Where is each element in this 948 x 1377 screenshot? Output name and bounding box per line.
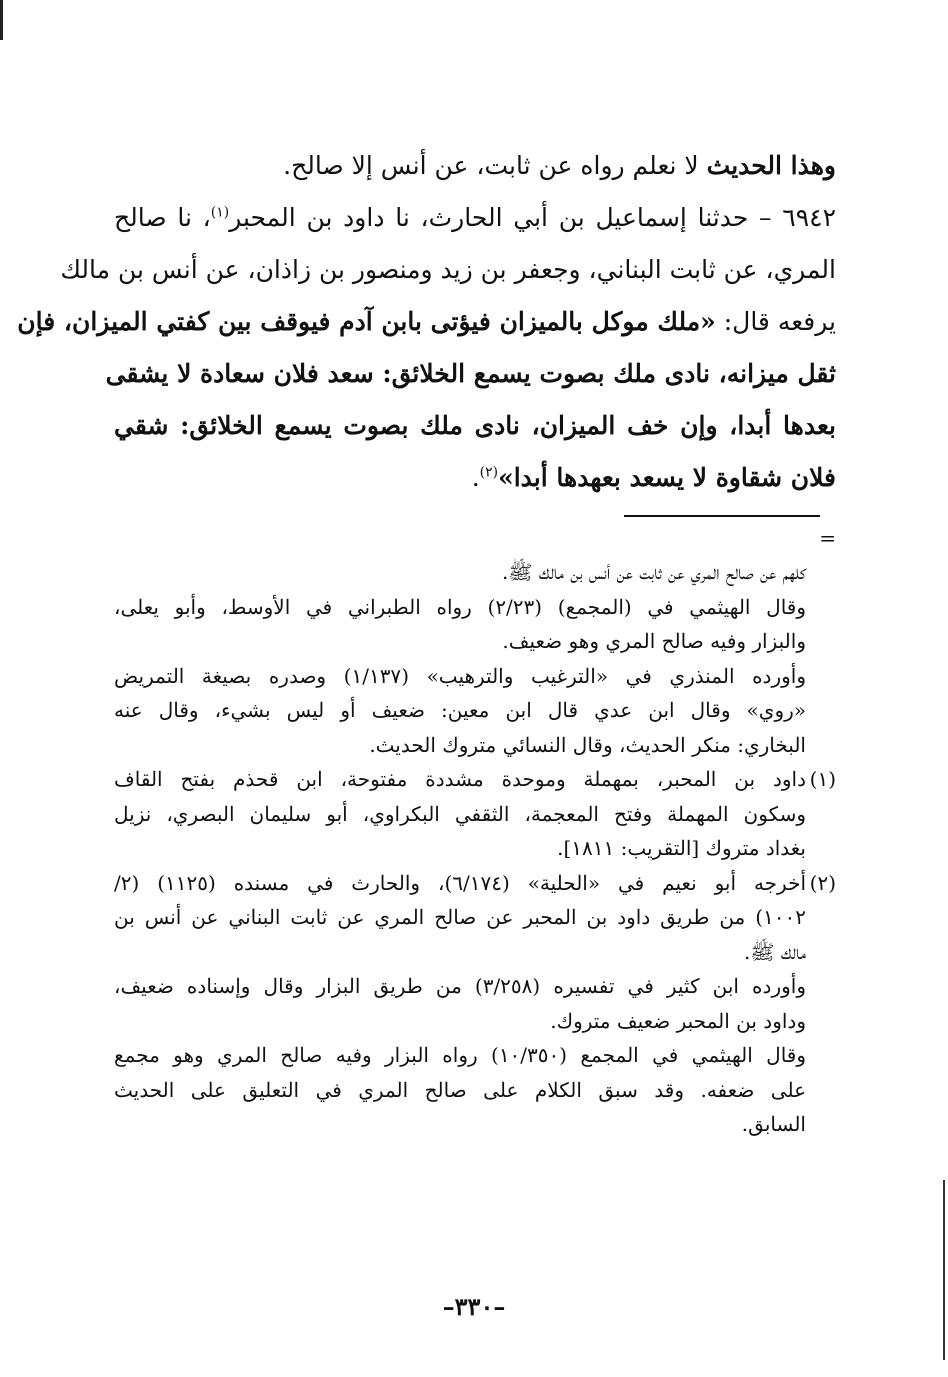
note-continued-line-6: البخاري: منكر الحديث، وقال النسائي متروك الحديث. [369, 732, 806, 757]
note-continued-line-4: وأورده المنذري في «الترغيب والترهيب» (١/١٣٧) وصدره بصيغة التمريض [114, 663, 806, 688]
note-continued-line-5: «روي» وقال ابن عدي قال ابن معين: ضعيف أو ليس بشيء، وقال عنه [114, 698, 806, 722]
main-line-7-end: . [471, 463, 480, 492]
hadith-matn-start: «ملك موكل بالميزان فيؤتى بابن آدم فيوقف بين كفتي الميزان، فإن [17, 307, 716, 336]
footnote-2 [114, 866, 836, 1142]
hadith-isnad-start: ٦٩٤٢ – حدثنا إسماعيل بن أبي الحارث، نا داود بن المحبر [229, 203, 836, 232]
main-line-5: ثقل ميزانه، نادى ملك بصوت يسمع الخلائق: سعد فلان سعادة لا يشقى [105, 359, 836, 388]
footnote-2-line-5: وداود بن المحبر ضعيف متروك. [550, 1008, 806, 1033]
footnote-2-line-1 [114, 866, 836, 901]
footnote-2-line-1-text: أخرجه أبو نعيم في «الحلية» (٦/١٧٤)، والحارث في مسنده (١١٢٥) (٢/ [114, 870, 806, 895]
main-line-4 [17, 296, 836, 348]
footnote-2-line-7: على ضعفه. وقد سبق الكلام على صالح المري في التعليق على الحديث [114, 1077, 806, 1102]
footnote-2-number: (٢) [809, 870, 836, 895]
main-line-4-intro: يرفعه قال: [715, 307, 836, 336]
main-line-7 [114, 452, 836, 504]
footnote-2-line-8: السابق. [741, 1112, 806, 1136]
main-line-2 [114, 192, 836, 244]
main-line-2-end: ، نا صالح [114, 203, 211, 232]
note-continued-line-1: كلهم عن صالح المري عن ثابت عن أنس بن مالك ﷺ. [501, 560, 806, 584]
footnote-ref-1: (١) [210, 204, 230, 221]
continuation-mark: = [819, 526, 836, 550]
footnote-ref-2: (٢) [479, 464, 499, 481]
main-line-3: المري، عن ثابت البناني، وجعفر بن زيد ومنصور بن زاذان، عن أنس بن مالك [60, 255, 836, 284]
footnote-1-line-1-text: داود بن المحبر، بمهملة وموحدة مشددة مفتوحة، ابن قحذم بفتح القاف [114, 767, 806, 791]
footnote-2-line-6: وقال الهيثمي في المجمع (١٠/٣٥٠) رواه البزار وفيه صالح المري وهو مجمع [114, 1043, 807, 1067]
main-text [17, 140, 836, 504]
main-line-1-text: لا نعلم رواه عن ثابت، عن أنس إلا صالح. [283, 151, 707, 180]
hadith-label: وهذا الحديث [706, 151, 836, 180]
hadith-matn-end: فلان شقاوة لا يسعد بعهدها أبدا» [498, 463, 836, 492]
scan-edge-right [943, 1180, 945, 1360]
note-continued-line-2: وقال الهيثمي في (المجمع) (٢/٢٣) رواه الطبراني في الأوسط، وأبو يعلى، [114, 594, 807, 619]
footnote-1-number: (١) [809, 767, 836, 791]
main-line-1 [114, 140, 836, 192]
footnote-1-line-1 [114, 762, 836, 797]
page-number: –٣٣٠– [442, 1292, 506, 1321]
note-continued-line-3: والبزار وفيه صالح المري وهو ضعيف. [502, 629, 806, 653]
footnote-1-line-3: بغداد متروك [التقريب: ١٨١١]. [557, 836, 806, 860]
footnote-1-line-2: وسكون المهملة وفتح المعجمة، الثقفي البكراوي، أبو سليمان البصري، نزيل [114, 801, 806, 826]
footnote-2-line-4: وأورده ابن كثير في تفسيره (٣/٢٥٨) من طريق البزار وقال وإسناده ضعيف، [114, 974, 806, 998]
footnote-separator [624, 515, 820, 517]
main-line-6: بعدها أبدا، وإن خف الميزان، نادى ملك بصوت يسمع الخلائق: شقي [114, 411, 836, 440]
footnote-2-line-2: ١٠٠٢) من طريق داود بن المحبر عن صالح المري عن ثابت البناني عن أنس بن [114, 905, 806, 929]
footnote-2-line-3: مالك ﷺ. [744, 939, 806, 964]
footnotes [114, 555, 836, 1142]
footnote-1 [114, 762, 836, 866]
scan-edge-left [0, 0, 3, 40]
